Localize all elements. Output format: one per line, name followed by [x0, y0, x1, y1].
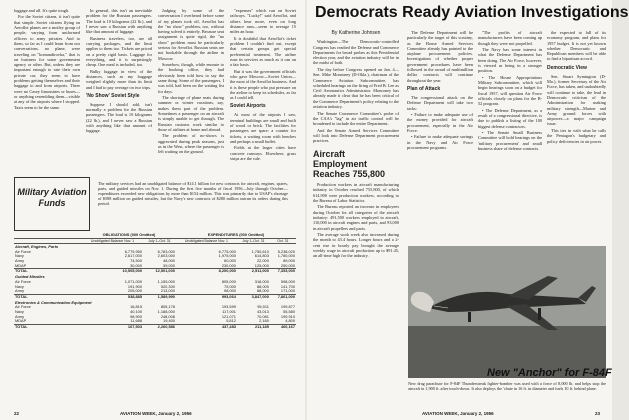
- table-cell: 993,064: [176, 294, 237, 299]
- page-number: 22: [14, 411, 20, 416]
- table-cell: 43,013: [256, 309, 269, 315]
- table-cell: 598,000: [280, 278, 295, 284]
- paragraph: The Navy has some interest in what the Defense Department has been doing. The Air Force, however, is viewed as being in a stronger position.: [478, 47, 542, 74]
- table-cell: 213,000: [160, 288, 175, 294]
- paragraph: The Defense Department will be particularly the target of this scrutiny, as the House Armed Services Committee already has pointed to the airplane procurement policies. Investigations of whether proper government procedures have been followed in the award of multimillion dollar contracts will continue throughout the year.: [407, 30, 473, 83]
- paragraph: At most of the airports I saw, terminal buildings are small and built of wood or brick. The facilities for passengers are spare: a counter for tickets, a waiting room with benches and perhaps a small buffet.: [230, 112, 296, 144]
- footer: AVIATION WEEK, January 2, 1956: [422, 411, 494, 416]
- table-cell: 22,000: [256, 258, 269, 264]
- table-cell: 141,700: [280, 283, 295, 289]
- table-column-header: Unobligated Balance Nov. 1: [176, 238, 237, 243]
- table-cell: 1,589,990: [143, 294, 176, 299]
- paragraph: The Senate Commerce Committee's probe of the CAA's "lag" in air traffic control will be broadened to include the entire Department.: [313, 110, 399, 127]
- left-col-2: [86, 8, 152, 174]
- table-cell: 6,779,950: [124, 248, 142, 254]
- paragraph: "expenses" which run on Soviet railways. "Lucky!" said Aeroflot, and others hear more, even on long distance runs—seem to average 15 miles an hour.: [230, 8, 296, 35]
- table-cell: 805,000: [221, 278, 236, 284]
- table-cell: 88,000: [256, 283, 269, 289]
- table-cell: 7,861,000: [270, 294, 296, 299]
- right-col-1-bottom: [313, 146, 399, 414]
- table-cell: 199,877: [280, 304, 295, 310]
- table-cell: 5,812: [226, 318, 236, 324]
- subhead: 'No Show' Soviet Style: [86, 92, 140, 99]
- paragraph: The day before Congress opened on Jan. 4—Sen. Mike Monroney (D-Okla.), chairman of the Commerce Aviation Subcommittee, has scheduled hearings on the firing of Fred B. Lee as Civil Aeronautics Administrator. Monroney has already made it clear that he has been critical of the Commerce Department's policy relating to the aviation industry.: [313, 66, 399, 110]
- table-cell: 230,000: [221, 262, 236, 268]
- table-group-label: Electronics & Communication Equipment: [15, 299, 92, 305]
- table-cell: 5,238,020: [277, 248, 295, 254]
- right-col-2: [407, 30, 473, 242]
- table-row-label: Army: [15, 288, 25, 294]
- table-cell: 211,185: [237, 324, 270, 329]
- paragraph: It is doubtful that Aeroflot's ticket problem I couldn't find out, except that certain groups get special preferential treatment. The airline runs its services as much as it can on a fair basis.: [230, 35, 296, 68]
- subhead: Soviet Airports: [230, 103, 266, 110]
- paragraph: But it was the government officials who gave Moscow—Soviet Union—the most of the Aeroflot business. And it is these people who put pressure on the airline to keep its schedules, as far as I could tell.: [230, 68, 296, 101]
- footer: AVIATION WEEK, January 2, 1956: [120, 411, 192, 416]
- paragraph: Business travelers, too, are all carrying packages, and the limit applies to them too. Tickets are priced on a pretty rigid basis. Luggage for everything, and it is surprisingly cheap. One meal is included, too.: [86, 35, 152, 68]
- table-row-label: TOTAL: [14, 294, 82, 299]
- table-cell: 30,000: [130, 262, 142, 268]
- table-cell: 8,200,000: [176, 269, 237, 274]
- table-group-label: Guided Missiles: [15, 274, 45, 280]
- table-cell: 2,603,000: [157, 253, 175, 259]
- table-cell: 1,780,000: [277, 253, 295, 259]
- paragraph: The shortage of plane seats during summer or winter vacations, say, makes them part of the problem. Sometimes a passenger on an aircraft is simply unable to get through. The Russian customs work similar to those of airlines at home and abroad.: [158, 95, 224, 132]
- table-cell: 98,000: [224, 288, 236, 294]
- table-row-label: MDAP: [15, 262, 27, 268]
- table-row-label: Army: [15, 258, 25, 264]
- paragraph: Bulky luggage in view of the distances, such as my baggage weighed slightly more than its limit and I had to pay overage on two trips.: [86, 68, 152, 90]
- subhead: Democratic View: [547, 64, 587, 71]
- left-col-4: [230, 8, 296, 174]
- table-row-label: Air Force: [15, 248, 31, 254]
- paragraph: This ties in with what he calls the Pentagon's budgetary and policy deficiencies in air power.: [547, 127, 606, 144]
- table-cell: 19,400: [163, 318, 175, 324]
- table-cell: 614,803: [254, 253, 269, 259]
- bullet: • The Defense Department, as a result of a congressional directive, is due to publish a listing of the 100 biggest defense contractors.: [478, 107, 542, 129]
- bullet: • Failure to make adequate use of the money provided for aircraft procurement, especially in the Air Force.: [407, 112, 473, 133]
- table-cell: 1,071,000: [124, 278, 142, 284]
- paragraph: Fields at the larger cities have concrete runways. Elsewhere, grass strips are the rule.: [230, 145, 296, 161]
- table-row-label: Navy: [15, 283, 24, 289]
- table-cell: 12,501,000: [143, 269, 176, 274]
- table-row-label: Navy: [15, 309, 24, 315]
- table-cell: 1,975,000: [218, 253, 236, 259]
- table-cell: 48,000: [163, 258, 175, 264]
- sidebar-title-box: [14, 177, 90, 231]
- paragraph: Production workers in aircraft manufacturing industry in October reached 755,800, of which 614,900 were production workers, according to the Bureau of Labor Statistics.: [313, 182, 399, 203]
- paragraph: And the Senate Armed Services Committee will look into Defense Department procurement practices.: [313, 127, 399, 144]
- right-col-1-top: [313, 30, 399, 144]
- aircraft-photo: [408, 246, 606, 378]
- page-number: 23: [594, 411, 600, 416]
- table-cell: 3,847,000: [237, 294, 270, 299]
- table-cell: 70,081: [256, 313, 269, 319]
- table-cell: 2,180: [259, 318, 269, 324]
- table-cell: 16,815: [130, 304, 142, 310]
- table-cell: 805,178: [160, 304, 175, 310]
- table-cell: 1,155,000: [157, 278, 175, 284]
- table-group-header: EXPENDITURES (000 Omitted): [176, 233, 296, 238]
- table-cell: 39,000: [163, 262, 175, 268]
- paragraph: The congressional attack on the Defense Department will take two tacks:: [407, 94, 473, 111]
- table-group-label: Aircraft, Engines, Parts: [15, 244, 59, 250]
- table-cell: 520,300: [160, 283, 175, 289]
- table-row-label: Army: [15, 313, 25, 319]
- byline: By Katherine Johnsen: [331, 30, 381, 36]
- table-cell: 40,100: [130, 309, 142, 315]
- bullet: • The Senate Small Business Committee will hold hearings on the 'military procurement' and small business share of defense contracts.: [478, 130, 542, 151]
- table-cell: 74,500: [130, 258, 142, 264]
- section-headline: Aircraft Employment Reaches 755,800: [313, 149, 386, 179]
- table-cell: 60,000: [224, 258, 236, 264]
- table-column-header: July 1–Oct. 31: [237, 238, 270, 243]
- table-cell: 318,000: [254, 278, 269, 284]
- table-row-label: Navy: [15, 253, 24, 259]
- headline: Democrats Ready Aviation Investigations: [315, 4, 629, 21]
- sidebar-title: Military Aviation Funds: [17, 187, 87, 208]
- paragraph: The Bureau reported an increase in employees during October for all categories of the aircraft industry: 491,500 workers employed in aircraft, 110,000 in aircraft engines and parts, and 93,000 in aircraft propellers and parts.: [313, 204, 399, 231]
- table-cell: 199,910: [280, 313, 295, 319]
- table-total-row: [14, 324, 296, 329]
- table-column-header: July 1–Oct. 31: [143, 238, 176, 243]
- table-cell: 75,000: [224, 283, 236, 289]
- table-group-header: OBLIGATIONS (000 Omitted): [82, 233, 176, 238]
- table-cell: 10,505,000: [82, 269, 143, 274]
- table-cell: 171,000: [280, 288, 295, 294]
- table-cell: 1,750,610: [251, 248, 269, 254]
- paragraph: Sen. Stuart Symington (D-Mo.), former Secretary of the Air Force, has taken, and undoubtedly will continue to take, the lead in Democratic criticism of the Administration for making military strength—Marine and Army ground forces with airpower—a major campaign issue.: [547, 73, 606, 127]
- table-cell: 125,000: [254, 262, 269, 268]
- paragraph: Judging by some of the conversation I overheard before some of my planes took off, Aeroflot has the "no show" problem, too, without having solved it entirely. Because seat assignment is quite rigid, the "no show" problem must be particularly serious for Aeroflot. Russian seats are not bookable through the airline in Moscow.: [158, 8, 224, 61]
- table-cell: 1,188,000: [157, 309, 175, 315]
- table-cell: 191,900: [127, 283, 142, 289]
- table-cell: 2,617,000: [124, 253, 142, 259]
- funds-table: [14, 233, 296, 329]
- table-cell: 2,511,000: [237, 269, 270, 274]
- table-column-header: Unobligated Balance Nov. 1: [82, 238, 143, 243]
- table-cell: 55,580: [283, 309, 295, 315]
- photo-caption: New drag parachute for F-84F Thunderstreak fighter-bomber was used with a force of 8,000 lb. and helps stop the aircraft in 1,900 ft. after touch-down. It also deploys the 'chute in 16 ft. in diameter and fuels 10 ft. behind plane.: [408, 381, 606, 392]
- table-cell: 6,775,000: [218, 248, 236, 254]
- sidebar-body: The military services had an unobligated balance of $14.1 billion for new contracts for aircraft, engines, spares, parts, and guided missiles on Nov. 1. During the first five months of fiscal 1956—July through October—expenditures exceeded new obligations by more than $154 million. This was primarily due to USAF's shortage of $588 million on guided missiles, but the Navy's new contracts of $280 million outrun its orders during this period.: [98, 181, 288, 207]
- photo-title: New "Anchor" for F-84F: [487, 367, 612, 379]
- paragraph: Somehow, though, while enroute to the booking office, they had obviously been told how to say the same thing. Some of the passengers, I was told, had been on the waiting list for days.: [158, 62, 224, 94]
- table-cell: 250,000: [280, 262, 295, 268]
- paragraph: Washington—The Democratic-controlled Congress has readied the Defense and Commerce Departments for broad probes as this Presidential election year, and the aviation industry will be in the midst of both.: [313, 39, 399, 66]
- left-col-1: [14, 8, 80, 174]
- right-col-3: [478, 30, 542, 242]
- table-cell: 2,260,586: [143, 324, 176, 329]
- paragraph: the expected to fall of its economy program, and plans for 1957 budget. It is not yet known whether Democratic and Republican members will be able to find a bipartisan accord.: [547, 30, 606, 62]
- right-page: [307, 0, 629, 420]
- table-column-header: Oct. 31: [270, 238, 296, 243]
- table-cell: 11,688: [130, 318, 142, 324]
- paragraph: For the Soviet citizen, it isn't quite that simple. Soviet citizens flying on Aeroflot planes are a motley group of people, varying from uniformed officers to army privates. And to them, so far as I could learn from our conversations, no plane, were traveling on "komandirovka," that is on business for some government agency or other. But, unless they are important enough to rate their own private car, they seem to have problems getting themselves and their baggage to and from airports. There were no Casey limousines or buses—or anything resembling them—visible at any of the airports where I stopped. Taxis seem to be the same.: [14, 14, 80, 110]
- bullet: • The House Appropriations Military Subcommittee, which will begin hearings soon on a budget for fiscal 1957, will question Air Force officials closely on plans for the B-52 program.: [478, 74, 542, 107]
- paragraph: The problem of no-shows is aggravated during peak seasons, just as in the West, where the passenger is left waiting on the ground.: [158, 133, 224, 155]
- table-cell: 95,911: [257, 304, 269, 310]
- table-cell: 98,900: [130, 313, 142, 319]
- table-cell: 460,167: [270, 324, 296, 329]
- paragraph: luggage and all. It's quite tough.: [14, 8, 70, 13]
- table-row-label: Air Force: [15, 304, 31, 310]
- table-cell: 117,001: [222, 309, 236, 315]
- table-row-label: TOTAL: [14, 324, 82, 329]
- table-cell: 4,800: [285, 318, 295, 324]
- table-row-label: Air Force: [15, 278, 31, 284]
- paragraph: Suppose I should add, isn't normally a problem for the Russian passengers. The load is 10 kilograms (22 lb.), and I never saw a Russian with anything like that amount of luggage.: [86, 101, 152, 134]
- paragraph: In general, this isn't an inevitable problem for the Russian passengers. The load is 10 kilograms (22 lb.), and I never saw a Russian with anything like that amount of luggage.: [86, 8, 152, 35]
- table-cell: 437,483: [176, 324, 237, 329]
- table-cell: 89,000: [283, 258, 295, 264]
- table-cell: 205,000: [127, 288, 142, 294]
- right-col-4: [547, 30, 606, 242]
- jet-with-parachute-image: [408, 246, 606, 378]
- left-page: [0, 0, 305, 420]
- paragraph: The average work week also increased during the month to 43.4 hours. Longer hours and a 2-cent rise in hourly pay brought the average weekly wage in aircraft production up to $91.45, an all-time high for the industry.: [313, 232, 399, 259]
- left-col-3: [158, 8, 224, 174]
- table-row-label: TOTAL: [14, 269, 82, 274]
- subhead: Plan of Attack: [407, 85, 441, 92]
- table-row-label: MDAP: [15, 318, 27, 324]
- table-cell: 538,885: [82, 294, 143, 299]
- table-cell: 248,008: [160, 313, 175, 319]
- paragraph: "The profits of aircraft manufacturers have been coming up though they were not propelled.: [478, 30, 542, 46]
- table-cell: 7,353,000: [270, 269, 296, 274]
- table-cell: 6,783,000: [157, 248, 175, 254]
- bullet: • Failure to make adequate savings in the Navy and Air Force procurement programs.: [407, 134, 473, 151]
- table-cell: 167,503: [82, 324, 143, 329]
- table-cell: 121,071: [221, 313, 236, 319]
- table-cell: 88,000: [256, 288, 269, 294]
- table-cell: 193,599: [221, 304, 236, 310]
